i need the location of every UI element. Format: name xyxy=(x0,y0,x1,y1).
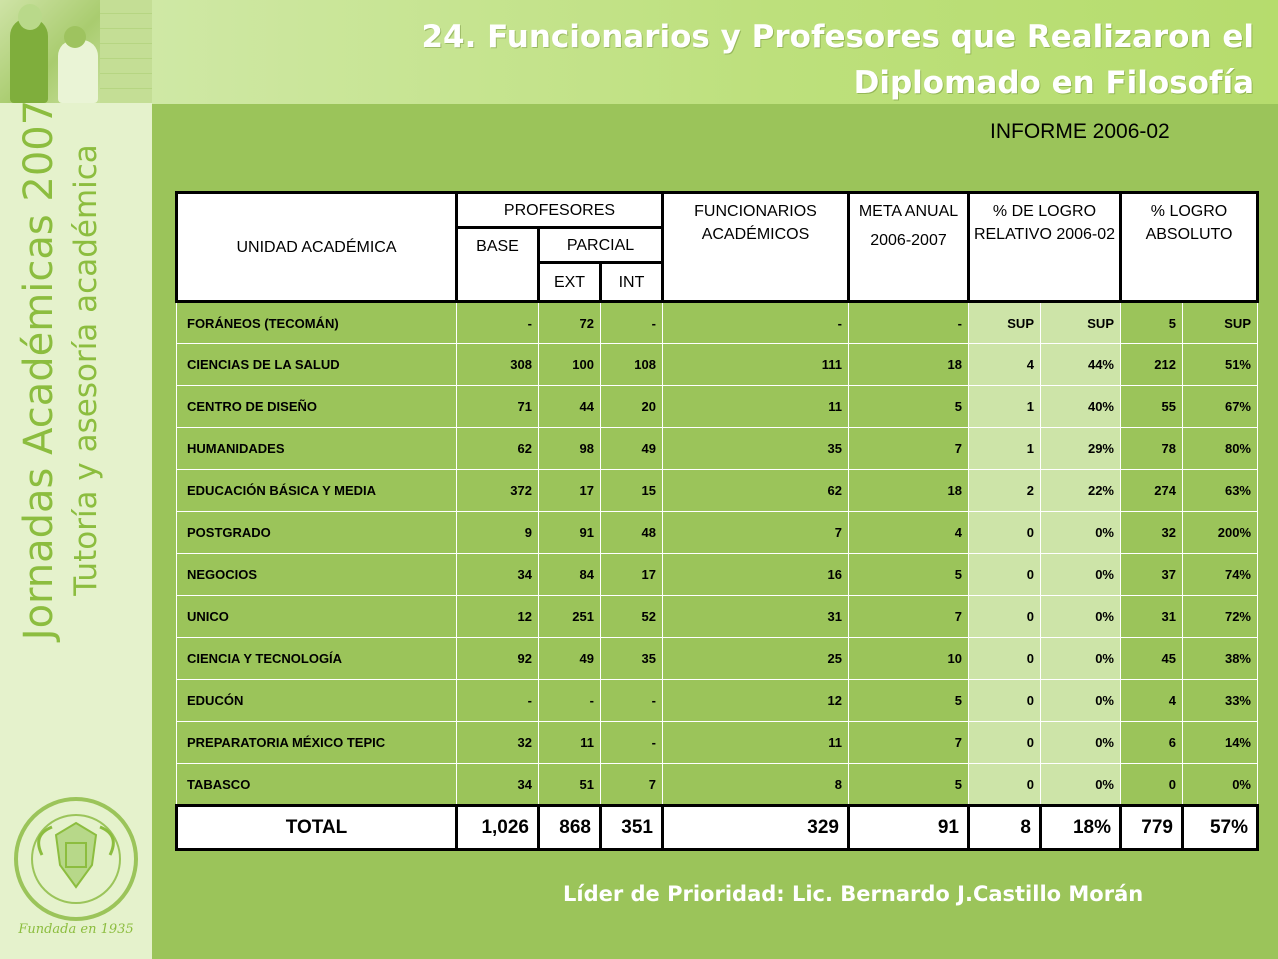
table-row xyxy=(177,512,1258,554)
header-meta xyxy=(849,193,969,302)
table-cell: 11 xyxy=(663,722,849,764)
table-cell: 44% xyxy=(1041,344,1121,386)
table-row xyxy=(177,386,1258,428)
table-cell: 7 xyxy=(663,512,849,554)
row-unit-name: POSTGRADO xyxy=(177,512,457,554)
table-cell: 5 xyxy=(849,680,969,722)
table-cell: 108 xyxy=(601,344,663,386)
table-cell: 0 xyxy=(969,764,1041,806)
row-unit-name: NEGOCIOS xyxy=(177,554,457,596)
total-cell: 779 xyxy=(1121,806,1183,850)
table-cell: 212 xyxy=(1121,344,1183,386)
table-cell: 0% xyxy=(1041,764,1121,806)
table-cell: - xyxy=(601,680,663,722)
table-cell: 33% xyxy=(1183,680,1258,722)
table-cell: SUP xyxy=(1183,302,1258,344)
table-cell: - xyxy=(601,722,663,764)
header-logro-absoluto: % LOGRO ABSOLUTO xyxy=(1121,193,1258,302)
table-cell: 62 xyxy=(663,470,849,512)
row-unit-name: CIENCIAS DE LA SALUD xyxy=(177,344,457,386)
table-cell: 0 xyxy=(1121,764,1183,806)
table-cell: 2 xyxy=(969,470,1041,512)
table-cell: 10 xyxy=(849,638,969,680)
table-cell: 0% xyxy=(1041,638,1121,680)
data-table xyxy=(175,191,1259,851)
table-cell: 31 xyxy=(663,596,849,638)
table-cell: 12 xyxy=(457,596,539,638)
table-cell: 45 xyxy=(1121,638,1183,680)
footer-leader: Líder de Prioridad: Lic. Bernardo J.Castillo Morán xyxy=(563,882,1144,906)
table-cell: 0 xyxy=(969,512,1041,554)
table-cell: 32 xyxy=(457,722,539,764)
table-cell: 40% xyxy=(1041,386,1121,428)
table-cell: 98 xyxy=(539,428,601,470)
table-cell: 29% xyxy=(1041,428,1121,470)
table-cell: 14% xyxy=(1183,722,1258,764)
table-row xyxy=(177,470,1258,512)
table-cell: 200% xyxy=(1183,512,1258,554)
table-cell: 5 xyxy=(849,386,969,428)
row-unit-name: EDUCACIÓN BÁSICA Y MEDIA xyxy=(177,470,457,512)
total-row xyxy=(177,806,1258,850)
table-cell: 5 xyxy=(849,554,969,596)
table-cell: 31 xyxy=(1121,596,1183,638)
table-cell: 51 xyxy=(539,764,601,806)
table-row xyxy=(177,302,1258,344)
table-cell: - xyxy=(457,680,539,722)
table-cell: 52 xyxy=(601,596,663,638)
total-cell: 57% xyxy=(1183,806,1258,850)
total-label: TOTAL xyxy=(177,806,457,850)
header-funcionarios: FUNCIONARIOS ACADÉMICOS xyxy=(663,193,849,302)
table-cell: 1 xyxy=(969,428,1041,470)
table-cell: 11 xyxy=(539,722,601,764)
table-cell: 12 xyxy=(663,680,849,722)
table-cell: 78 xyxy=(1121,428,1183,470)
table-cell: 0 xyxy=(969,638,1041,680)
table-cell: 48 xyxy=(601,512,663,554)
row-unit-name: CENTRO DE DISEÑO xyxy=(177,386,457,428)
table-cell: 18 xyxy=(849,344,969,386)
row-unit-name: PREPARATORIA MÉXICO TEPIC xyxy=(177,722,457,764)
table-row xyxy=(177,638,1258,680)
row-unit-name: CIENCIA Y TECNOLOGÍA xyxy=(177,638,457,680)
table-cell: 0% xyxy=(1183,764,1258,806)
table-cell: SUP xyxy=(1041,302,1121,344)
table-cell: 80% xyxy=(1183,428,1258,470)
header-meta-label: META ANUAL xyxy=(858,203,959,220)
total-cell: 91 xyxy=(849,806,969,850)
vertical-title-line1: Jornadas Académicas 2007 xyxy=(16,99,62,641)
table-cell: 0 xyxy=(969,722,1041,764)
table-cell: 7 xyxy=(601,764,663,806)
table-cell: 8 xyxy=(663,764,849,806)
table-cell: 7 xyxy=(849,722,969,764)
table-cell: 17 xyxy=(539,470,601,512)
table-cell: 72% xyxy=(1183,596,1258,638)
header-ext: EXT xyxy=(539,263,601,302)
table-cell: - xyxy=(663,302,849,344)
header-parcial: PARCIAL xyxy=(539,228,663,263)
sidebar xyxy=(0,0,152,959)
table-cell: 17 xyxy=(601,554,663,596)
table-cell: 11 xyxy=(663,386,849,428)
svg-text:Fundada en 1935: Fundada en 1935 xyxy=(18,922,134,937)
table-row xyxy=(177,722,1258,764)
table-cell: 20 xyxy=(601,386,663,428)
table-cell: 7 xyxy=(849,596,969,638)
table-cell: 74% xyxy=(1183,554,1258,596)
table-cell: 38% xyxy=(1183,638,1258,680)
table-cell: - xyxy=(849,302,969,344)
table-cell: 18 xyxy=(849,470,969,512)
table-cell: 0 xyxy=(969,554,1041,596)
table-row xyxy=(177,764,1258,806)
total-cell: 351 xyxy=(601,806,663,850)
table-cell: 49 xyxy=(539,638,601,680)
total-cell: 329 xyxy=(663,806,849,850)
table-cell: 0 xyxy=(969,680,1041,722)
total-cell: 868 xyxy=(539,806,601,850)
table-cell: 0% xyxy=(1041,596,1121,638)
table-cell: 0% xyxy=(1041,722,1121,764)
header-base: BASE xyxy=(457,228,539,302)
header-int: INT xyxy=(601,263,663,302)
total-cell: 8 xyxy=(969,806,1041,850)
table-cell: 92 xyxy=(457,638,539,680)
row-unit-name: HUMANIDADES xyxy=(177,428,457,470)
row-unit-name: UNICO xyxy=(177,596,457,638)
header-unidad: UNIDAD ACADÉMICA xyxy=(177,193,457,302)
table-cell: 34 xyxy=(457,554,539,596)
table-cell: 5 xyxy=(1121,302,1183,344)
page-title: 24. Funcionarios y Profesores que Realizaron el Diplomado en Filosofía xyxy=(421,19,1254,101)
university-seal-icon xyxy=(12,795,140,940)
table-cell: 15 xyxy=(601,470,663,512)
table-cell: 4 xyxy=(1121,680,1183,722)
table-cell: 0% xyxy=(1041,512,1121,554)
row-unit-name: FORÁNEOS (TECOMÁN) xyxy=(177,302,457,344)
header-profesores: PROFESORES xyxy=(457,193,663,228)
table-cell: 63% xyxy=(1183,470,1258,512)
table-cell: 71 xyxy=(457,386,539,428)
table-cell: - xyxy=(457,302,539,344)
table-cell: - xyxy=(601,302,663,344)
table-cell: 251 xyxy=(539,596,601,638)
table-cell: 25 xyxy=(663,638,849,680)
header-meta-period: 2006-2007 xyxy=(870,232,947,249)
vertical-title-line2: Tutoría y asesoría académica xyxy=(68,144,104,596)
table-row xyxy=(177,596,1258,638)
table-cell: 4 xyxy=(849,512,969,554)
table-cell: 34 xyxy=(457,764,539,806)
row-unit-name: EDUCÓN xyxy=(177,680,457,722)
table-cell: - xyxy=(539,680,601,722)
table-cell: 308 xyxy=(457,344,539,386)
table-row xyxy=(177,344,1258,386)
table-cell: 111 xyxy=(663,344,849,386)
table-cell: 6 xyxy=(1121,722,1183,764)
header-band xyxy=(152,0,1278,104)
table-cell: 0 xyxy=(969,596,1041,638)
table-cell: 55 xyxy=(1121,386,1183,428)
table-cell: 5 xyxy=(849,764,969,806)
table-cell: 0% xyxy=(1041,554,1121,596)
total-cell: 1,026 xyxy=(457,806,539,850)
table-cell: 372 xyxy=(457,470,539,512)
table-cell: 274 xyxy=(1121,470,1183,512)
table-cell: 51% xyxy=(1183,344,1258,386)
table-cell: 22% xyxy=(1041,470,1121,512)
table-cell: 4 xyxy=(969,344,1041,386)
table-cell: 44 xyxy=(539,386,601,428)
vertical-title xyxy=(14,0,144,740)
table-cell: 35 xyxy=(601,638,663,680)
table-cell: 49 xyxy=(601,428,663,470)
table-cell: 72 xyxy=(539,302,601,344)
report-subtitle: INFORME 2006-02 xyxy=(990,120,1170,143)
table-cell: 37 xyxy=(1121,554,1183,596)
row-unit-name: TABASCO xyxy=(177,764,457,806)
table-cell: 16 xyxy=(663,554,849,596)
table-row xyxy=(177,680,1258,722)
table-cell: SUP xyxy=(969,302,1041,344)
table-cell: 35 xyxy=(663,428,849,470)
table-cell: 0% xyxy=(1041,680,1121,722)
header-logro-relativo: % DE LOGRO RELATIVO 2006-02 xyxy=(969,193,1121,302)
table-cell: 32 xyxy=(1121,512,1183,554)
total-cell: 18% xyxy=(1041,806,1121,850)
table-cell: 62 xyxy=(457,428,539,470)
table-cell: 9 xyxy=(457,512,539,554)
table-cell: 7 xyxy=(849,428,969,470)
table-cell: 91 xyxy=(539,512,601,554)
table-row xyxy=(177,428,1258,470)
table-row xyxy=(177,554,1258,596)
table-cell: 100 xyxy=(539,344,601,386)
table-cell: 1 xyxy=(969,386,1041,428)
table-cell: 84 xyxy=(539,554,601,596)
table-cell: 67% xyxy=(1183,386,1258,428)
